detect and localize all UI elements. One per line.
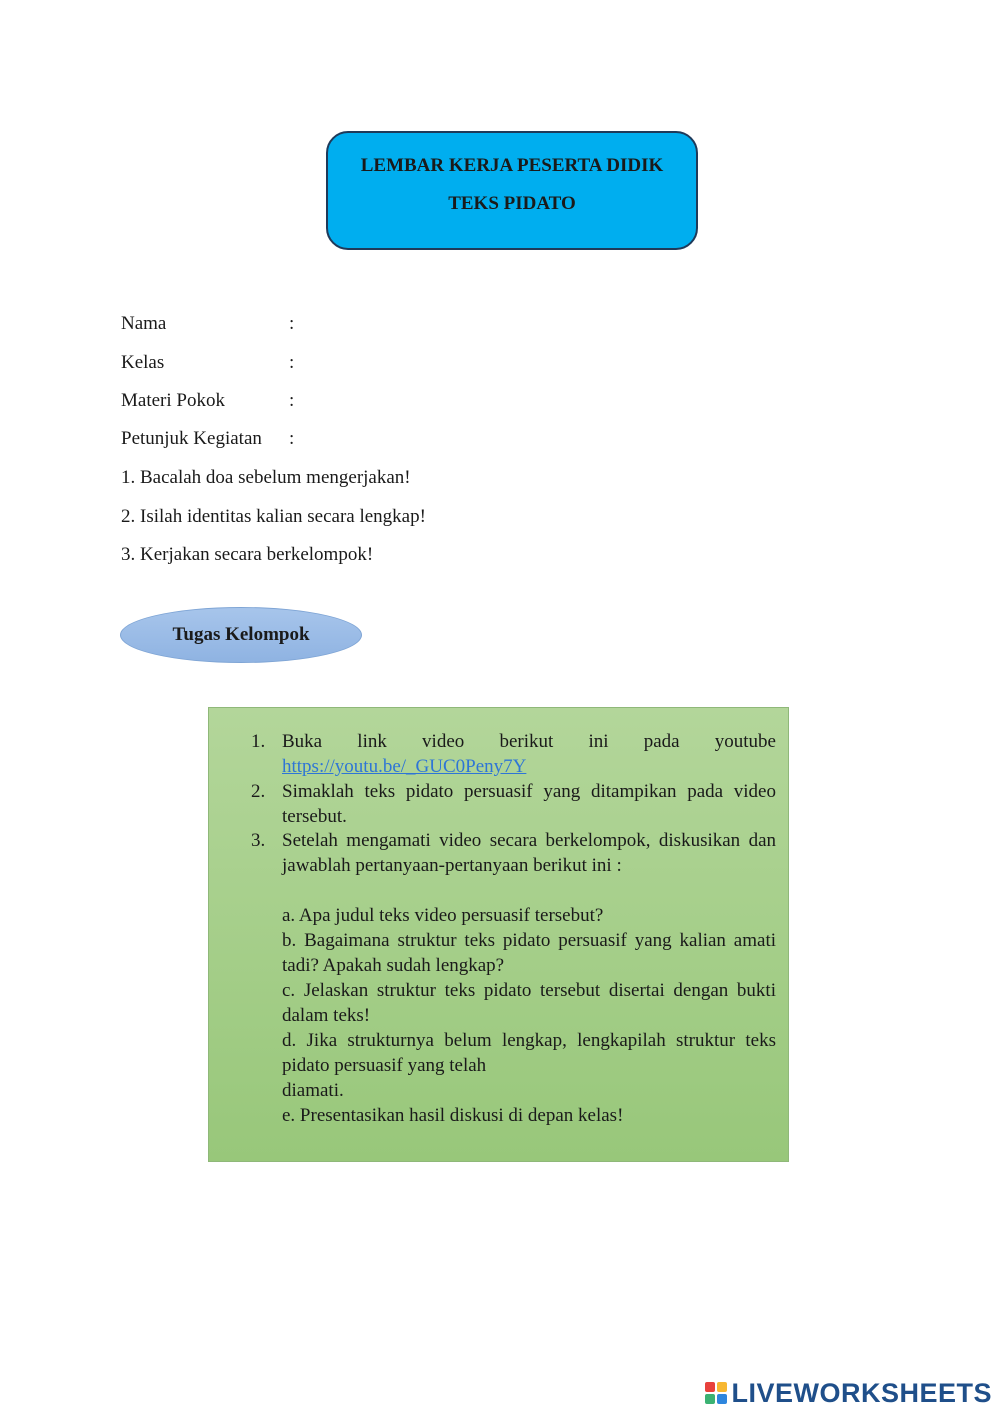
task-text: Simaklah teks pidato persuasif yang ditampikan pada video tersebut. [282,781,776,827]
instruction-item: 3. Kerjakan secara berkelompok! [121,544,374,565]
field-colon: : [289,390,295,411]
field-label: Nama [121,313,167,334]
question-a: a. Apa judul teks video persuasif tersebut? [282,905,604,926]
instruction-item: 2. Isilah identitas kalian secara lengkap! [121,506,426,527]
field-materi-pokok [121,390,295,412]
field-colon: : [289,313,295,334]
worksheet-subtitle: TEKS PIDATO [448,193,576,214]
field-petunjuk-kegiatan [121,428,295,450]
field-colon: : [289,352,295,373]
field-label: Petunjuk Kegiatan [121,428,262,449]
task-text: Buka link video berikut ini pada youtube [282,731,776,752]
question-e: e. Presentasikan hasil diskusi di depan kelas! [282,1105,624,1126]
logo-text: LIVEWORKSHEETS [731,1377,992,1408]
task-number: 3. [251,830,266,851]
field-colon: : [289,428,295,449]
worksheet-title-box [326,131,698,250]
instruction-item: 1. Bacalah doa sebelum mengerjakan! [121,467,411,488]
group-task-label: Tugas Kelompok [120,607,362,663]
liveworksheets-logo-icon [705,1382,727,1404]
task-number: 1. [251,731,266,752]
question-d-continuation: diamati. [282,1080,344,1101]
question-d-text: d. Jika strukturnya belum lengkap, lengkapilah struktur teks pidato persuasif yang telah [282,1030,776,1076]
liveworksheets-logo [705,1376,992,1410]
worksheet-title: LEMBAR KERJA PESERTA DIDIK [360,155,664,176]
group-task-box [208,707,789,1162]
task-number: 2. [251,781,266,802]
field-label: Materi Pokok [121,390,225,411]
field-label: Kelas [121,352,165,373]
field-nama [121,313,295,335]
youtube-video-link[interactable]: https://youtu.be/_GUC0Peny7Y [282,756,527,777]
question-b: b. Bagaimana struktur teks pidato persuasif yang kalian amati tadi? Apakah sudah lengkap? [282,930,776,976]
field-kelas [121,352,295,374]
question-c: c. Jelaskan struktur teks pidato tersebut disertai dengan bukti dalam teks! [282,980,776,1026]
task-text: Setelah mengamati video secara berkelompok, diskusikan dan jawablah pertanyaan-pertanyaan berikut ini : [282,830,776,876]
question-d [282,1028,776,1103]
